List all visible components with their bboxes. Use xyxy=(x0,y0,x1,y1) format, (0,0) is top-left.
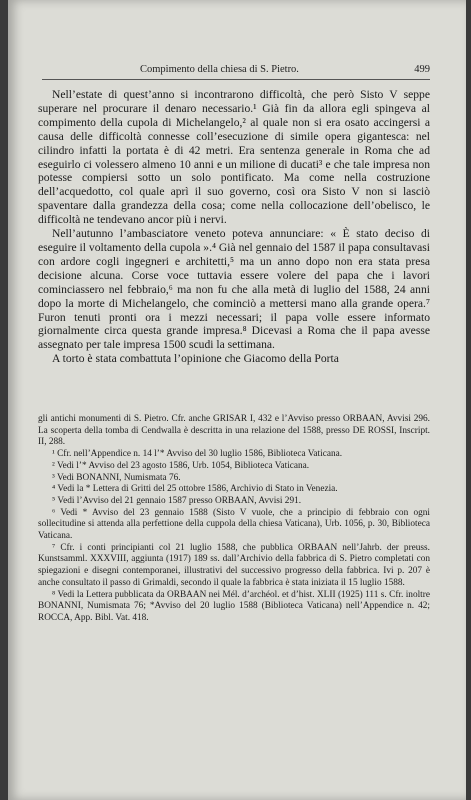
header-rule xyxy=(42,79,430,80)
footnote: ⁴ Vedi la * Lettera di Gritti del 25 ottobre 1586, Archivio di Stato in Venezia. xyxy=(52,484,338,495)
body-paragraph: Nell’autunno l’ambasciatore veneto poteva annunciare: « È stato deciso di eseguire il voltamento della cupola ».⁴ Già nel gennaio del 1587 il papa consultavasi con ardore cogli ingegneri e architetti,⁵ ma un anno dopo non era stata presa decisione alcuna. Corse voce tuttavia essere volere del papa che i lavori cominciassero nel febbraio,⁶ ma non fu che alla metà di luglio del 1588, 24 anni dopo la morte di Michelangelo, che cominciò a mettersi mano alla grande opera.⁷ Furon tenuti pronti ora i mezzi necessari; il papa volle essere informato giornalmente circa questa grande impresa.⁸ Dicevasi a Roma che il papa avesse assegnato per tale impresa 1500 scudi la settimana. xyxy=(38,227,430,352)
footnote: ⁵ Vedi l’Avviso del 21 gennaio 1587 presso ORBAAN, Avvisi 291. xyxy=(52,495,302,506)
footnote: ¹ Cfr. nell’Appendice n. 14 l’* Avviso del 30 luglio 1586, Biblioteca Vaticana. xyxy=(52,449,343,460)
footnotes xyxy=(38,414,430,625)
page-number: 499 xyxy=(414,64,430,75)
body-paragraph: A torto è stata combattuta l’opinione che Giacomo della Porta xyxy=(52,352,339,366)
running-title: Compimento della chiesa di S. Pietro. xyxy=(140,64,299,75)
footnote: ⁷ Cfr. i conti principianti col 21 luglio 1588, che pubblica ORBAAN nell’Jahrb. der preuss. Kunstsamml. XXXVIII, aggiunta (1917) 189 ss. dall’Archivio della fabbrica di S. Pietro completati con spiegazioni e disegni contemporanei, illustrativi del successivo progresso della fabbrica. Ivi p. 207 è anche consultato il passo di Grimaldi, secondo il quale la fabbrica è stata iniziata il 15 luglio 1588. xyxy=(38,542,430,588)
main-text xyxy=(38,88,430,366)
running-header xyxy=(140,64,430,75)
footnote: ⁶ Vedi * Avviso del 23 gennaio 1588 (Sisto V vuole, che a principio di febbraio con ogni sollecitudine si attenda alla perfettione della cuppola della chiesa Vaticana), Urb. 1056, p. 30, Biblioteca Vaticana. xyxy=(38,507,430,542)
footnote-continuation: gli antichi monumenti di S. Pietro. Cfr. anche GRISAR I, 432 e l’Avviso presso ORBAAN, Avvisi 296. La scoperta della tomba di Cendwalla è descritta in una relazione del 1588, presso DE ROSSI, Inscript. II, 288. xyxy=(38,414,430,448)
footnote: ⁸ Vedi la Lettera pubblicata da ORBAAN nei Mél. d’archéol. et d’hist. XLII (1925) 111 s. Cfr. inoltre BONANNI, Numismata 76; *Avviso del 20 luglio 1588 (Biblioteca Vaticana) nell’Appendice n. 42; ROCCA, App. Bibl. Vat. 418. xyxy=(38,589,430,623)
footnote: ³ Vedi BONANNI, Numismata 76. xyxy=(52,472,181,483)
book-page xyxy=(8,0,466,800)
body-paragraph: Nell’estate di quest’anno si incontrarono difficoltà, che però Sisto V seppe superare nel procurare il denaro necessario.¹ Già fin da allora egli spingeva al compimento della cupola di Michelangelo,² al quale non si era osato accingersi a causa delle difficoltà connesse coll’esecuzione di simile opera gigantesca: nel cilindro infatti la portata è di 42 metri. Era sentenza generale in Roma che ad eseguirlo ci volessero almeno 10 anni e un milione di ducati³ e che tale impresa non potesse compiersi sotto un solo pontificato. Ma come nella costruzione dell’acquedotto, col quale aprì il suo governo, così ora Sisto V non si lasciò spaventare dalla grandezza della cosa; come nella collocazione dell’obelisco, le difficoltà ne tendevano ancor più i nervi. xyxy=(38,88,430,227)
footnote: ² Vedi l’* Avviso del 23 agosto 1586, Urb. 1054, Biblioteca Vaticana. xyxy=(52,460,310,471)
